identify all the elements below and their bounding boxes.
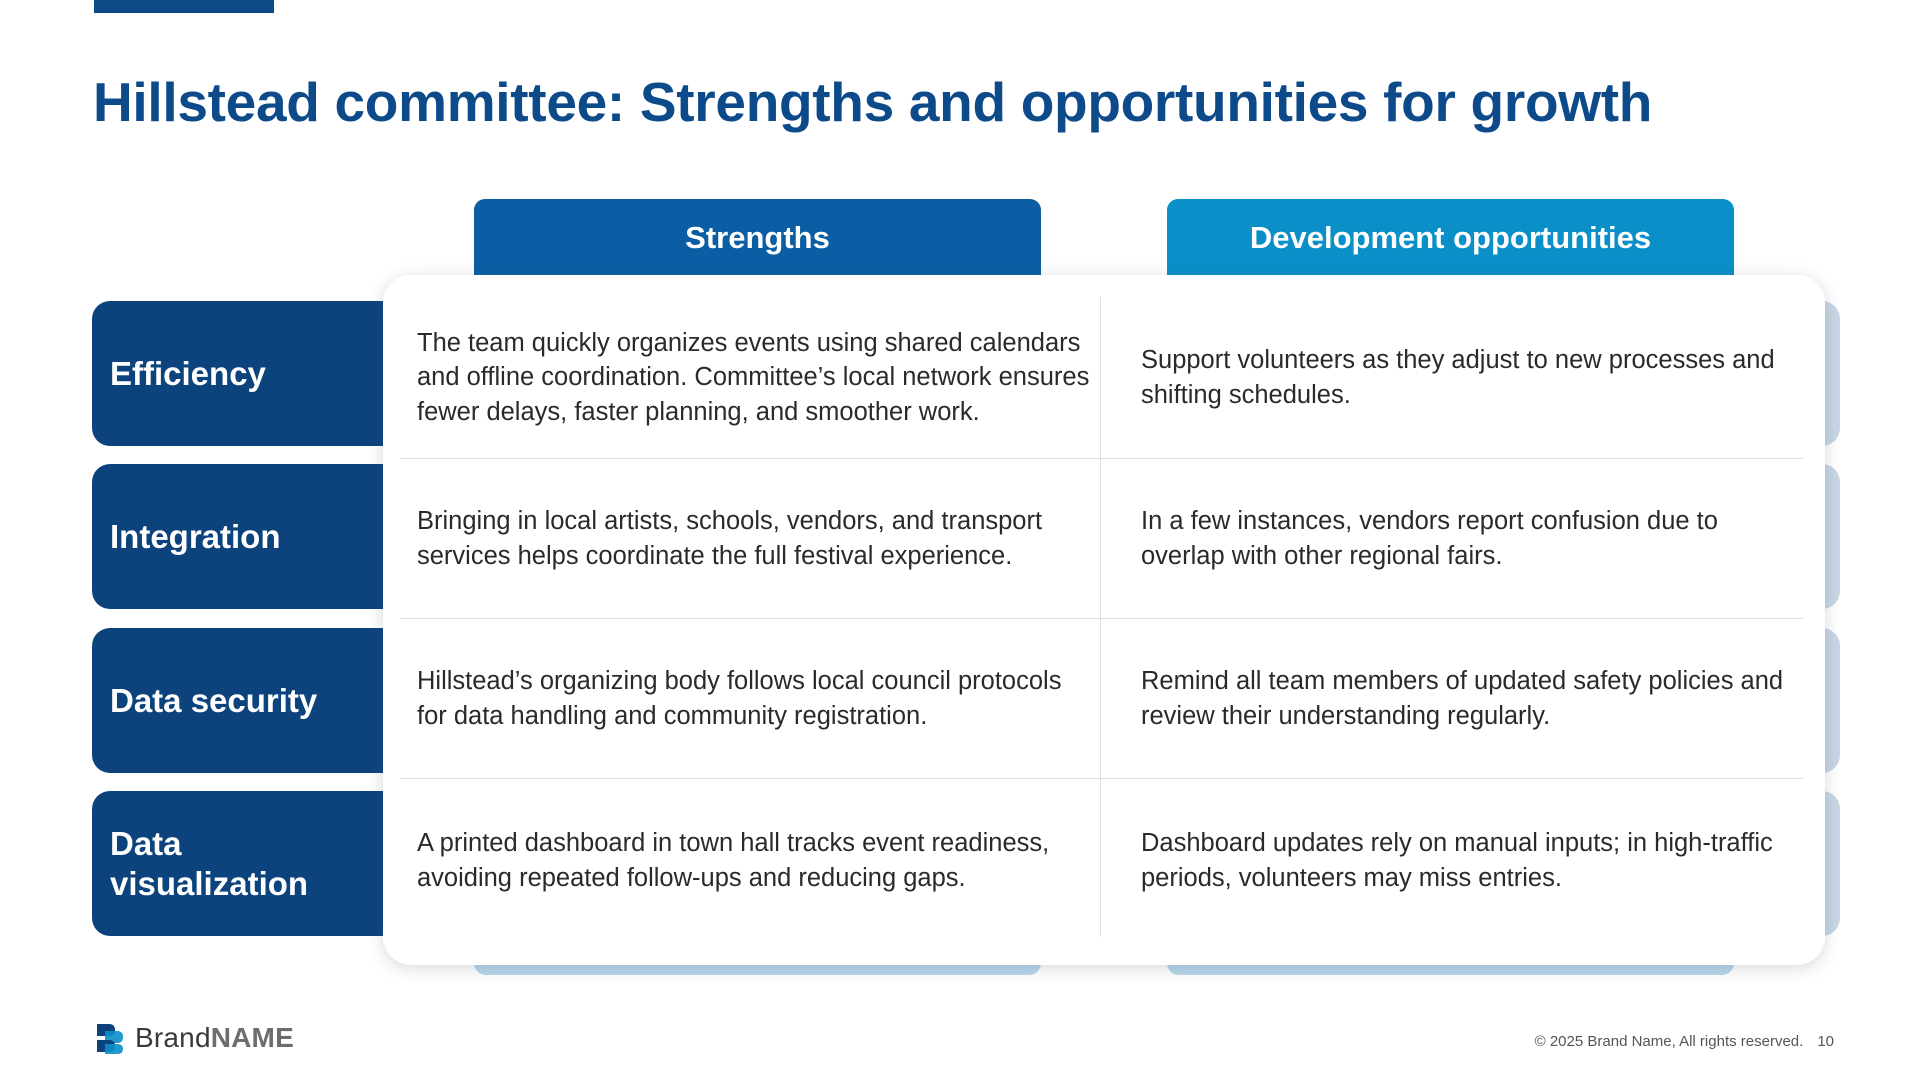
strength-cell-integration [417,459,1097,618]
strength-cell-data-visualization [417,779,1097,942]
copyright-text: © 2025 Brand Name, All rights reserved. [1534,1033,1804,1050]
column-divider [1100,297,1101,937]
strength-cell-efficiency [417,297,1097,458]
cell-text: Support volunteers as they adjust to new processes and shifting schedules. [1141,346,1775,409]
brand-name: BrandNAME [135,1022,294,1053]
opportunities-column-header: Development opportunities [1167,199,1734,291]
opportunity-cell-data-visualization [1141,779,1791,942]
top-accent-bar [94,0,274,13]
cell-text: Dashboard updates rely on manual inputs; in high-traffic periods, volunteers may miss entries. [1141,829,1773,892]
opportunity-cell-integration [1141,459,1791,618]
row-label-efficiency [92,301,422,446]
row-label-text: Data security [110,681,318,719]
cell-text: Remind all team members of updated safety policies and review their understanding regularly. [1141,667,1784,730]
cell-text: In a few instances, vendors report confusion due to overlap with other regional fairs. [1141,507,1718,570]
page-number: 10 [1817,1033,1834,1050]
brand-logo-icon [95,1022,125,1054]
brand-logo [95,1022,294,1054]
row-label-data-security [92,628,422,773]
cell-text: Bringing in local artists, schools, vendors, and transport services helps coordinate the full festival experience. [417,507,1043,570]
comparison-table-card [383,275,1825,965]
row-label-text: Integration [110,517,281,555]
row-label-text: Data visualization [110,824,309,902]
row-label-integration [92,464,422,609]
copyright-notice [1535,1033,1834,1050]
strength-cell-data-security [417,619,1097,778]
row-label-data-visualization [92,791,422,936]
row-label-text: Efficiency [110,354,266,392]
strengths-column-header: Strengths [474,199,1041,291]
cell-text: A printed dashboard in town hall tracks event readiness, avoiding repeated follow-ups and reducing gaps. [417,829,1050,892]
slide-title: Hillstead committee: Strengths and opportunities for growth [93,71,1653,133]
opportunity-cell-data-security [1141,619,1791,778]
cell-text: Hillstead’s organizing body follows local council protocols for data handling and community registration. [417,667,1062,730]
opportunity-cell-efficiency [1141,297,1791,458]
cell-text: The team quickly organizes events using shared calendars and offline coordination. Committee’s local network ensures fewer delays, faster planning, and smoother work. [417,328,1090,426]
